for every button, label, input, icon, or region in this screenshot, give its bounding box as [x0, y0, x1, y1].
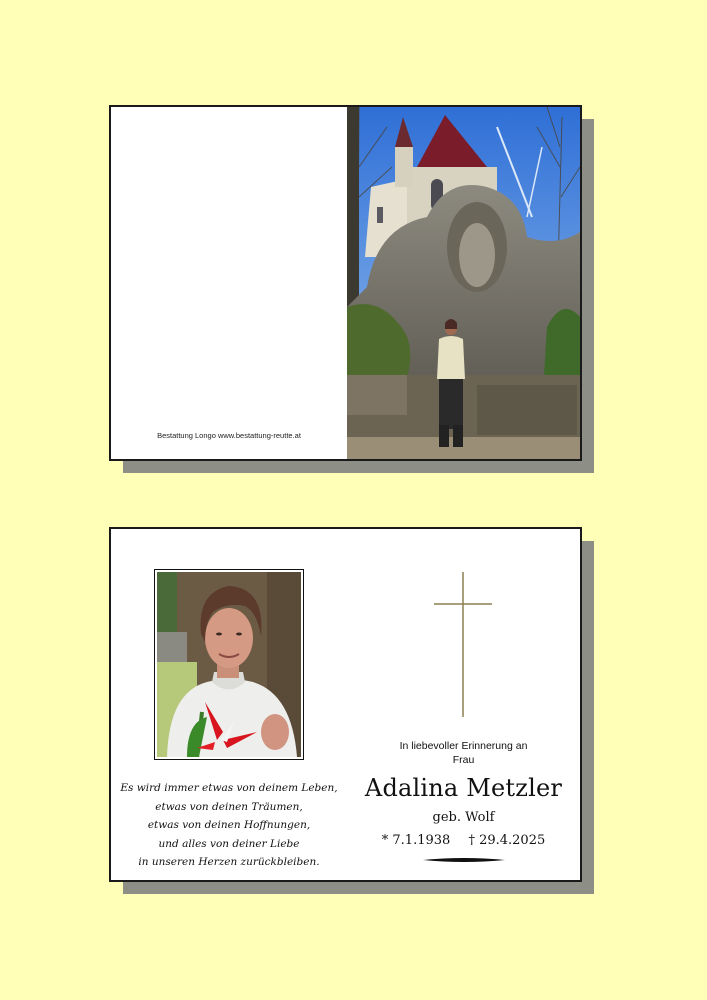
- cross-icon: [434, 572, 494, 717]
- memorial-intro-line: In liebevoller Erinnerung an: [399, 740, 528, 752]
- portrait-photo: [157, 572, 301, 757]
- poem-line: in unseren Herzen zurückbleiben.: [138, 856, 320, 868]
- deceased-name: Adalina Metzler: [364, 774, 563, 802]
- card-front: [109, 105, 582, 461]
- memorial-intro: [347, 739, 580, 767]
- portrait-frame: [154, 569, 304, 760]
- card-inside: [109, 527, 582, 882]
- card-back-panel: [111, 107, 347, 459]
- salutation: Frau: [452, 754, 475, 766]
- life-dates: [347, 833, 580, 848]
- poem-line: Es wird immer etwas von deinem Leben,: [120, 782, 338, 794]
- undertaker-imprint: Bestattung Longo www.bestattung-reutte.at: [157, 431, 301, 440]
- birth-date: * 7.1.1938: [381, 833, 451, 848]
- poem: [111, 779, 347, 872]
- death-date: † 29.4.2025: [468, 833, 546, 848]
- birth-name: geb. Wolf: [432, 810, 495, 825]
- poem-line: etwas von deinen Träumen,: [155, 800, 303, 813]
- poem-line: und alles von deiner Liebe: [158, 837, 300, 850]
- poem-line: etwas von deinen Hoffnungen,: [147, 819, 311, 831]
- church-photo: [347, 107, 580, 459]
- divider-ornament-icon: [423, 856, 505, 864]
